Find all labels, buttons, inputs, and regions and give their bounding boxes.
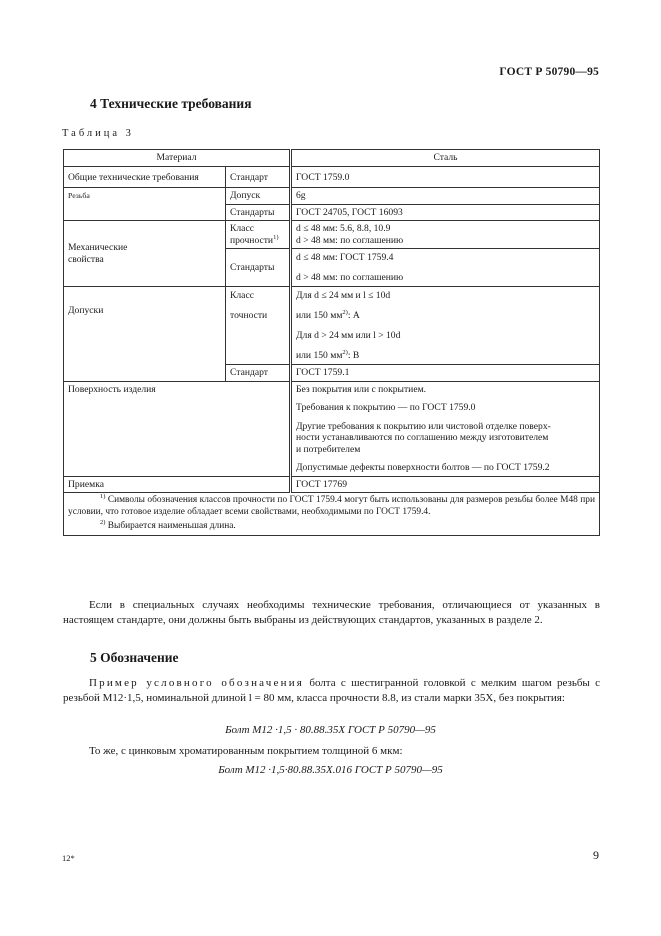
row-subcategory: Стандарт [226,365,291,382]
table-row [64,221,600,249]
row-label: Допуски [64,287,226,382]
row-value: ГОСТ 24705, ГОСТ 16093 [291,204,600,221]
row-value: d ≤ 48 мм: ГОСТ 1759.4 d > 48 мм: по соглашению [291,249,600,287]
note-1: Символы обозначения классов прочности по ГОСТ 1759.4 могут быть использованы для размеров резьбы более М48 при условии, что готовое изделие обладает всеми свойствами, необходимыми по ГОСТ 1759.4. [68,495,595,517]
table-header-row [64,150,600,167]
table-notes: $^{1)}$ Символы обозначения классов прочности по ГОСТ 1759.4 могут быть использованы для размеров резьбы более М48 при условии, что готовое изделие обладает всеми свойствами, необходимыми по ГОСТ 1759.4. $^{2)}$ Выбирается наименьшая длина. [64,493,600,536]
example-paragraph: Пример условного обозначения болта с шестигранной головкой с мелким шагом резьбы с резьбой М12·1,5, номинальной длиной l = 80 мм, класса прочности 8.8, из стали марки 35Х, без покрытия: [63,677,600,704]
header-steel: Сталь [291,150,600,167]
document-code: ГОСТ Р 50790—95 [499,66,599,78]
row-value: ГОСТ 17769 [291,476,600,493]
example-designation-2: Болт М12 ·1,5·80.88.35Х.016 ГОСТ Р 50790—95 [218,764,443,776]
requirements-table [63,149,600,536]
row-value: 6g [291,188,600,205]
section-4-heading: 4 Технические требования [90,96,252,111]
section-5-heading: 5 Обозначение [90,650,179,665]
row-subcategory: Стандарт [226,167,291,188]
table-row [64,167,600,188]
row-value: ГОСТ 1759.1 [291,365,600,382]
row-subcategory: Класс прочности$^{1)}$ [226,221,291,249]
note-2: Выбирается наименьшая длина. [105,521,236,531]
row-label: Резьба [64,188,226,221]
coating-example-line: То же, с цинковым хроматированным покрытием толщиной 6 мкм: [89,745,403,757]
page-number: 9 [593,848,599,862]
example-designation-1: Болт М12 ·1,5 · 80.88.35Х ГОСТ Р 50790—95 [225,724,436,736]
table-row [64,476,600,493]
row-value: Для d ≤ 24 мм и l ≤ 10d или 150 $мм^{2)}$: A Для d > 24 мм или l > 10d или 150 $мм^{2)}$: B [291,287,600,365]
row-label: Приемка [64,476,291,493]
row-subcategory: Стандарты [226,204,291,221]
table-row [64,381,600,476]
row-subcategory: Допуск [226,188,291,205]
row-label: Механические свойства [64,221,226,287]
footer-mark: 12* [62,853,75,863]
table-notes-row [64,493,600,536]
row-value: Без покрытия или с покрытием. Требования к покрытию — по ГОСТ 1759.0 Другие требования к покрытию или чистовой отделке поверх- ности устанавливаются по соглашению между изготовителем и потребителем Допустимые дефекты поверхности болтов — по ГОСТ 1759.2 [291,381,600,476]
table-row [64,188,600,205]
table-caption: Таблица 3 [62,128,134,139]
row-label: Поверхность изделия [64,381,291,476]
row-subcategory: Класс точности [226,287,291,365]
paragraph-special-cases: Если в специальных случаях необходимы технические требования, отличающиеся от указанных в настоящем стандарте, они должны быть выбраны из действующих стандартов, указанных в разделе 2. [63,599,600,626]
header-material: Материал [64,150,291,167]
table-row [64,287,600,365]
row-subcategory: Стандарты [226,249,291,287]
row-label: Общие технические требования [64,167,226,188]
row-value: ГОСТ 1759.0 [291,167,600,188]
row-value: d ≤ 48 мм: 5.6, 8.8, 10.9 d > 48 мм: по соглашению [291,221,600,249]
